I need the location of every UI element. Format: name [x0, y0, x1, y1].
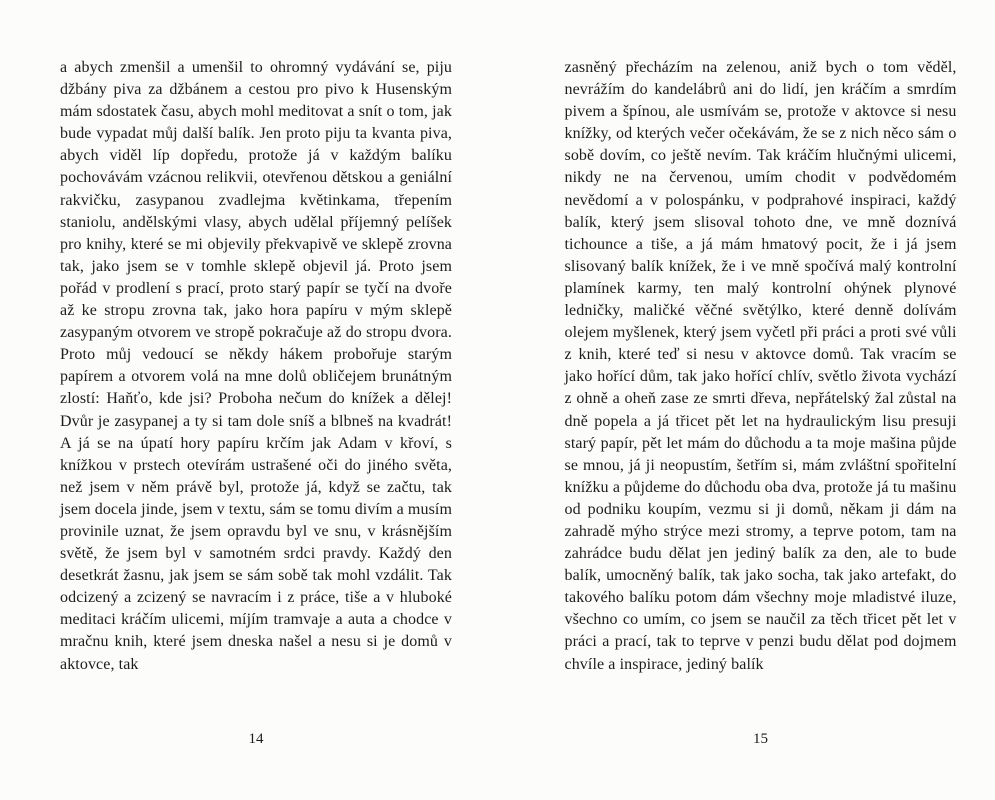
page-left-body-text: a abych zmenšil a umenšil to ohromný vydávání se, piju džbány piva za džbánem a cestou pro pivo k Husenským mám sdostatek času, abych mohl meditovat a snít o tom, jak bude vypadat můj další balík. Jen proto piju ta kvanta piva, abych viděl líp dopředu, protože já v každým balíku pochovávám vzácnou relikvii, otevřenou dětskou a geniální rakvičku, zasypanou zvadlejma květinkama, třepením staniolu, andělskými vlasy, abych udělal příjemný pelíšek pro knihy, které se mi objevily překvapivě ve sklepě zrovna tak, jako jsem se v tomhle sklepě objevil já. Proto jsem pořád v prodlení s prací, proto starý papír se tyčí na dvoře až ke stropu zrovna tak, jako hora papíru v mým sklepě zasypaným otvorem ve stropě pokračuje až do stropu dvora. Proto můj vedoucí se někdy hákem probořuje starým papírem a otvorem volá na mne dolů obličejem brunátným zlostí: Haňťo, kde jsi? Proboha nečum do knížek a dělej! Dvůr je zasypanej a ty si tam dole sníš a blbneš na kvadrát! A já se na úpatí hory papíru krčím jak Adam v křoví, s knížkou v prstech otevírám ustrašené oči do jiného světa, než jsem v něm právě byl, protože já, když se začtu, tak jsem docela jinde, jsem v textu, sám se tomu divím a musím provinile uznat, že jsem opravdu byl ve snu, v krásnějším světě, že jsem byl v samotném srdci pravdy. Každý den desetkrát žasnu, jak jsem se sám sobě tak mohl vzdálit. Tak odcizený a zcizený se navracím i z práce, tiše a v hluboké meditaci kráčím ulicemi, míjím tramvaje a auta a chodce v mračnu knih, které jsem dneska našel a nesu si je domů v aktovce, tak: [60, 59, 452, 673]
page-right: [498, 0, 995, 800]
page-right-number: 15: [753, 731, 768, 747]
page-right-body-text: zasněný přecházím na zelenou, aniž bych o tom věděl, nevrážím do kandelábrů ani do lidí, jen kráčím a smrdím pivem a špínou, ale usmívám se, protože v aktovce si nesu knížky, od kterých večer očekávám, že se z nich něco sám o sobě dovím, co ještě nevím. Tak kráčím hlučnými ulicemi, nikdy ne na červenou, umím chodit v podvědomém nevědomí a v polospánku, v podprahové inspiraci, každý balík, který jsem slisoval tohoto dne, ve mně doznívá tichounce a tiše, a já mám hmatový pocit, že i já jsem slisovaný balík knížek, že i ve mně spočívá malý kontrolní plamínek karmy, ten malý kontrolní ohýnek plynové ledničky, maličké věčné světýlko, které denně dolívám olejem myšlenek, který jsem vyčetl při práci a proti své vůli z knih, které teď si nesu v aktovce domů. Tak vracím se jako hořící dům, tak jako hořící chlív, světlo života vychází z ohně a oheň zase ze smrti dřeva, nepřátelský žal zůstal na dně popela a já třicet pět let na hydraulickým lisu presuji starý papír, pět let mám do důchodu a ta moje mašina půjde se mnou, já ji neopustím, šetřím si, mám zvláštní spořitelní knížku a půjdeme do důchodu oba dva, protože já tu mašinu od podniku koupím, vezmu si ji domů, někam ji dám na zahradě mýho strýce mezi stromy, a teprve potom, tam na zahrádce budu dělat jen jediný balík za den, ale to bude balík, umocněný balík, tak jako socha, tak jako artefakt, do takového balíku potom dám všechny moje mladistvé iluze, všechno co umím, co jsem se naučil za těch třicet pět let v práci a prací, tak to teprve v penzi budu dělat pod dojmem chvíle a inspirace, jediný balík: [564, 59, 957, 673]
page-left-number: 14: [248, 731, 264, 747]
